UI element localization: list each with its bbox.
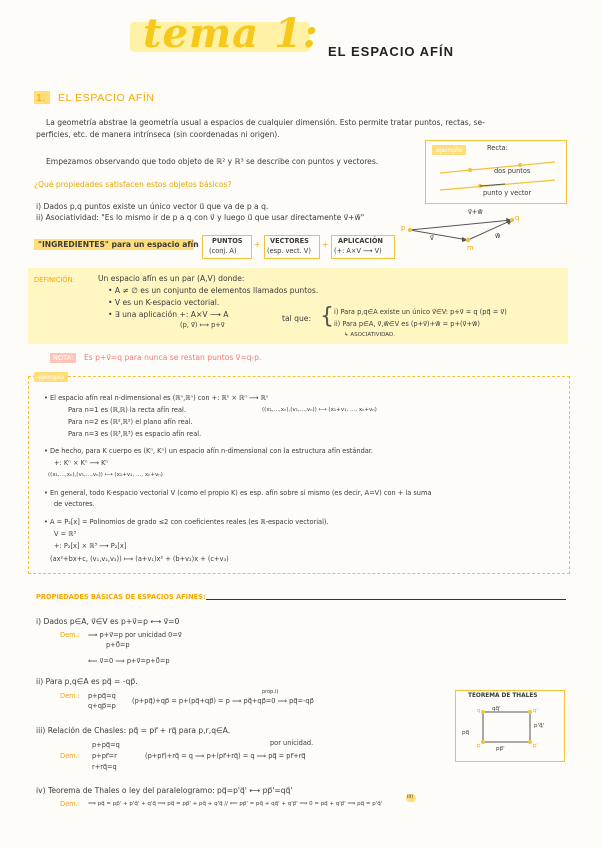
definition-tag: DEFINICIÓN: — [34, 276, 75, 284]
property-i: i) Dados p,q puntos existe un único vector u⃗ que va de p a q. — [36, 202, 269, 211]
example-1e: Para n=3 es (ℝ³,ℝ³) es espacio afín real. — [68, 430, 202, 438]
prop-i-b: p+0⃗=p — [106, 641, 130, 649]
properties-title: PROPIEDADES BÁSICAS DE ESPACIOS AFINES: — [36, 593, 206, 601]
definition-line-1: Un espacio afín es un par (A,V) donde: — [98, 274, 245, 283]
thales-q-prime: q' — [533, 708, 539, 714]
thales-q: q — [477, 708, 481, 714]
prop-iii: iii) Relación de Chasles: pq⃗ = pr⃗ + rq⃗ para p,r,q∈A. — [36, 726, 231, 735]
intro-line-2: perficies, etc. de manera intrínseca (sin coordenadas ni origen). — [36, 130, 280, 139]
thales-bottom-label: pp⃗' — [496, 746, 505, 752]
thales-p-prime: p' — [533, 743, 539, 749]
aplicacion-sub: (+: A×V ⟶ V) — [334, 247, 382, 255]
prop-iii-a: p+pq⃗=q — [92, 741, 120, 749]
property-ii: ii) Asociatividad: "Es lo mismo ir de p a q con v⃗ y luego u⃗ que usar directamente v⃗+w⃗" — [36, 213, 365, 222]
prop-iv: iv) Teorema de Thales o ley del paralelogramo: pq⃗=p'q⃗' ⟷ pp⃗'=qq⃗' — [36, 786, 293, 795]
diagram-label-vw: v⃗+w⃗ — [468, 208, 483, 216]
definition-tal-que: tal que: — [282, 314, 312, 323]
example-1: • El espacio afín real n-dimensional es (ℝⁿ,ℝⁿ) con +: ℝⁿ × ℝⁿ ⟶ ℝⁿ — [44, 394, 269, 402]
intro-line-3: Empezamos observando que todo objeto de ℝ² y ℝ³ se describe con puntos y vectores. — [46, 157, 379, 166]
prop-iii-note: por unicidad. — [270, 739, 314, 747]
definition-cond-1: i) Para p,q∈A existe un único v⃗∈V: p+v⃗ = q (pq⃗ = v⃗) — [334, 308, 507, 316]
prop-iii-d: (p+pr⃗)+rq⃗ = q ⟹ p+(pr⃗+rq⃗) = q ⟹ pq⃗ = pr⃗+rq⃗ — [145, 752, 306, 760]
definition-bullet-3: • ∃ una aplicación +: A×V ⟶ A — [108, 310, 229, 319]
example-dos-puntos: dos puntos — [494, 167, 531, 175]
vectores-title: VECTORES — [270, 237, 309, 245]
prop-ii-c: (p+pq⃗)+qp⃗ = p+(pq⃗+qp⃗) = p ⟹ pq⃗+qp⃗=0 ⟹ pq⃗=-qp⃗ — [132, 697, 314, 705]
example-1c: Para n=1 es (ℝ,ℝ) la recta afín real. — [68, 406, 186, 414]
page-title: tema 1: — [143, 10, 319, 57]
prop-iii-c: r+rq⃗=q — [92, 763, 117, 771]
prop-iii-b: p+pr⃗=r — [92, 752, 117, 760]
plus-1: + — [254, 240, 261, 249]
prop-ii-dem: Dem.: — [60, 692, 80, 700]
example-4: • A = P₂[x] = Polinomios de grado ≤2 con coeficientes reales (es ℝ-espacio vectorial). — [44, 518, 329, 526]
definition-cond-3: ↳ ASOCIATIVIDAD. — [344, 332, 395, 338]
diagram-label-w: w⃗ — [495, 232, 501, 240]
thales-right-label: p'q⃗' — [534, 723, 545, 729]
puntos-title: PUNTOS — [212, 237, 243, 245]
prop-iv-hint: iii) — [407, 794, 414, 800]
vector-triangle-diagram — [400, 208, 530, 250]
vectores-sub: (esp. vect. V) — [267, 247, 311, 255]
prop-ii: ii) Para p,q∈A es pq⃗ = -qp⃗. — [36, 677, 138, 686]
example-4d: (ax²+bx+c, (v₁,v₂,v₃)) ⟼ (a+v₁)x² + (b+v₂)x + (c+v₃) — [50, 555, 229, 563]
aplicacion-title: APLICACIÓN — [338, 237, 383, 245]
definition-bullet-1: • A ≠ ∅ es un conjunto de elementos llamados puntos. — [108, 286, 319, 295]
definition-cond-2: ii) Para p∈A, v⃗,w⃗∈V es (p+v⃗)+w⃗ = p+(v⃗+w⃗) — [334, 320, 480, 328]
example-2b: +: Kⁿ × Kⁿ ⟶ Kⁿ — [54, 459, 109, 467]
prop-ii-b: q+qp⃗=p — [88, 702, 116, 710]
plus-2: + — [322, 240, 329, 249]
ingredientes-label: "INGREDIENTES" para un espacio afín — [38, 240, 199, 249]
definition-brace: { — [320, 304, 334, 329]
thales-left-label: pq⃗ — [462, 730, 470, 736]
puntos-sub: (conj. A) — [209, 247, 237, 255]
examples-tag: ejemplo — [34, 372, 68, 382]
definition-bullet-3b: (p, v⃗) ⟼ p+v⃗ — [180, 321, 225, 329]
prop-i-a: ⟹ p+v⃗=p por unicidad 0=v⃗ — [88, 631, 182, 639]
example-4b: V = ℝ³ — [54, 530, 77, 538]
page-subtitle: EL ESPACIO AFÍN — [328, 44, 454, 59]
thales-top-label: qq⃗' — [492, 706, 501, 712]
thales-title: TEOREMA DE THALES — [468, 693, 538, 699]
thales-p: p — [477, 743, 481, 749]
example-1b: ((x₁,...,xₙ),(v₁,...,vₙ)) ⟼ (x₁+v₁, ..., xₙ+vₙ) — [262, 407, 377, 413]
prop-i-dem: Dem.: — [60, 631, 80, 639]
prop-iv-dem: Dem.: — [60, 800, 80, 808]
example-2: • De hecho, para K cuerpo es (Kⁿ, Kⁿ) un espacio afín n-dimensional con la estructura afín estándar. — [44, 447, 373, 455]
diagram-label-q: q — [515, 214, 520, 222]
prop-iv-a: ⟹ pq⃗ = pp⃗' + p'q⃗' + q'q⃗ ⟹ pq⃗ = pp⃗' + pq⃗ + q'q⃗ // ⟸ pp⃗' = pq⃗ + qq⃗' + q'p⃗' ⟹ 0 = pq⃗ + q'p⃗' ⟹ pq⃗ = p'q⃗' — [88, 801, 383, 807]
section-number: 1. — [36, 92, 46, 104]
example-3b: de vectores. — [54, 500, 95, 508]
diagram-label-m: m — [467, 244, 474, 252]
example-3: • En general, todo K-espacio vectorial V (como el propio K) es esp. afín sobre sí mismo (es decir, A=V) con + la suma — [44, 489, 432, 497]
nota-tag: NOTA: — [53, 354, 74, 362]
prop-iii-dem: Dem.: — [60, 752, 80, 760]
prop-ii-note: prop.i) — [262, 689, 279, 695]
thales-parallelogram — [455, 690, 563, 760]
properties-rule — [206, 599, 566, 600]
prop-ii-a: p+pq⃗=q — [88, 692, 116, 700]
definition-bullet-2: • V es un K-espacio vectorial. — [108, 298, 220, 307]
example-2c: ((x₁,...,xₙ),(v₁,...,vₙ)) ⟼ (x₁+v₁, ..., xₙ+vₙ) — [48, 472, 163, 478]
nota-text: Es p+v⃗=q para nunca se restan puntos v⃗=q-p. — [84, 353, 262, 362]
question-line: ¿Qué propiedades satisfacen estos objetos básicos? — [34, 180, 232, 189]
diagram-label-p: p — [401, 224, 406, 232]
example-1d: Para n=2 es (ℝ²,ℝ²) el plano afín real. — [68, 418, 193, 426]
prop-i: i) Dados p∈A, v⃗∈V es p+v⃗=p ⟷ v⃗=0 — [36, 617, 180, 626]
diagram-label-v: v⃗ — [430, 234, 434, 242]
example-4c: +: P₂[x] × ℝ³ ⟶ P₂[x] — [54, 542, 127, 550]
example-tag: ejemplo — [432, 145, 466, 155]
intro-line-1: La geometría abstrae la geometría usual a espacios de cualquier dimensión. Esto permite tratar puntos, rectas, se- — [46, 118, 485, 127]
example-recta-label: Recta: — [487, 144, 508, 152]
section-title: EL ESPACIO AFÍN — [58, 92, 155, 104]
example-punto-vector: punto y vector — [483, 189, 532, 197]
prop-i-c: ⟸ v⃗=0 ⟹ p+v⃗=p+0⃗=p — [88, 657, 170, 665]
